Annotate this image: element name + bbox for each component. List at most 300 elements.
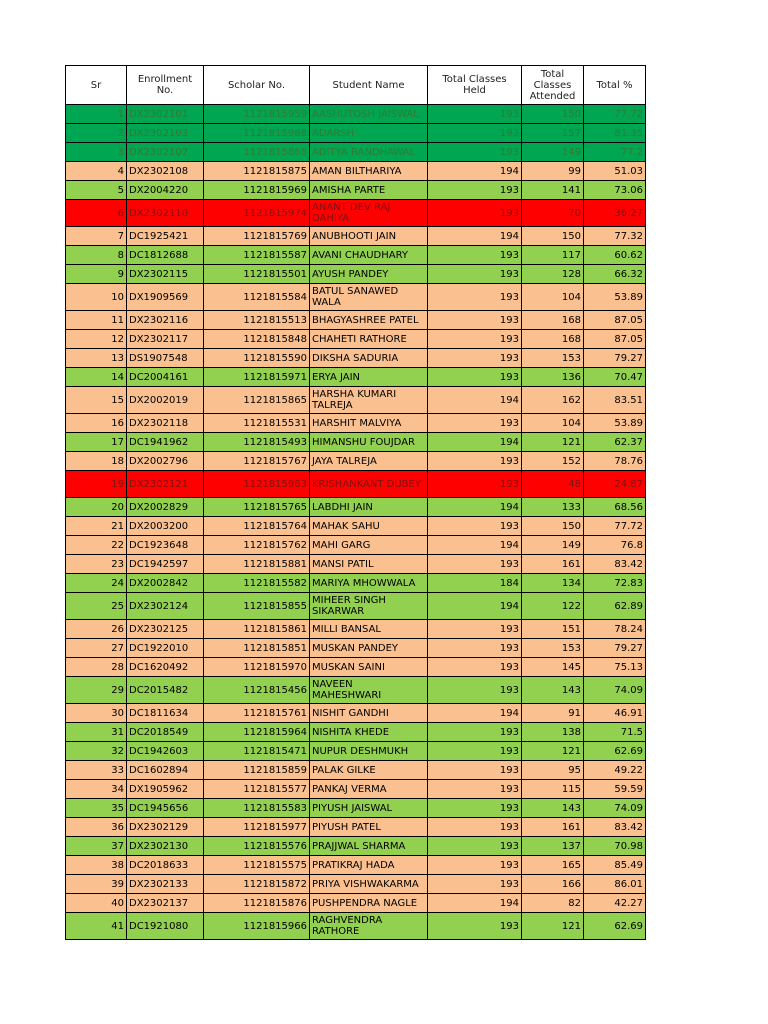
- cell-classes-attended: 128: [522, 265, 584, 284]
- cell-enrollment: DX2302117: [127, 330, 204, 349]
- cell-sr: 14: [66, 368, 127, 387]
- cell-student-name: ADARSH: [310, 124, 428, 143]
- cell-scholar: 1121815764: [204, 517, 310, 536]
- cell-classes-held: 193: [428, 246, 522, 265]
- cell-enrollment: DX2003200: [127, 517, 204, 536]
- cell-classes-attended: 136: [522, 368, 584, 387]
- cell-enrollment: DC1921080: [127, 913, 204, 940]
- cell-classes-held: 193: [428, 856, 522, 875]
- cell-total-percent: 77.32: [584, 227, 646, 246]
- cell-student-name: AMISHA PARTE: [310, 181, 428, 200]
- cell-enrollment: DC1602894: [127, 761, 204, 780]
- cell-scholar: 1121815583: [204, 799, 310, 818]
- table-row: [66, 555, 646, 574]
- cell-enrollment: DX2302125: [127, 620, 204, 639]
- cell-scholar: 1121815471: [204, 742, 310, 761]
- cell-enrollment: DX2302107: [127, 143, 204, 162]
- table-row: [66, 368, 646, 387]
- cell-enrollment: DX2004220: [127, 181, 204, 200]
- cell-classes-attended: 151: [522, 620, 584, 639]
- cell-sr: 7: [66, 227, 127, 246]
- cell-classes-held: 193: [428, 913, 522, 940]
- cell-scholar: 1121815964: [204, 723, 310, 742]
- cell-total-percent: 77.72: [584, 517, 646, 536]
- cell-total-percent: 59.59: [584, 780, 646, 799]
- cell-total-percent: 70.47: [584, 368, 646, 387]
- cell-enrollment: DX2302121: [127, 471, 204, 498]
- cell-total-percent: 51.03: [584, 162, 646, 181]
- cell-total-percent: 71.5: [584, 723, 646, 742]
- cell-student-name: HARSHA KUMARI TALREJA: [310, 387, 428, 414]
- cell-classes-held: 193: [428, 620, 522, 639]
- cell-sr: 34: [66, 780, 127, 799]
- cell-total-percent: 77.72: [584, 105, 646, 124]
- cell-classes-attended: 152: [522, 452, 584, 471]
- cell-student-name: NAVEEN MAHESHWARI: [310, 677, 428, 704]
- cell-student-name: MARIYA MHOWWALA: [310, 574, 428, 593]
- table-row: [66, 574, 646, 593]
- cell-student-name: HARSHIT MALVIYA: [310, 414, 428, 433]
- cell-scholar: 1121815587: [204, 246, 310, 265]
- cell-total-percent: 62.37: [584, 433, 646, 452]
- cell-scholar: 1121815590: [204, 349, 310, 368]
- cell-sr: 10: [66, 284, 127, 311]
- cell-scholar: 1121815769: [204, 227, 310, 246]
- cell-enrollment: DX2002842: [127, 574, 204, 593]
- cell-scholar: 1121815531: [204, 414, 310, 433]
- cell-total-percent: 74.09: [584, 677, 646, 704]
- header-sr: Sr: [66, 66, 127, 105]
- cell-classes-held: 193: [428, 284, 522, 311]
- cell-scholar: 1121815855: [204, 593, 310, 620]
- cell-student-name: ERYA JAIN: [310, 368, 428, 387]
- cell-scholar: 1121815848: [204, 330, 310, 349]
- cell-total-percent: 87.05: [584, 311, 646, 330]
- cell-enrollment: DC1923648: [127, 536, 204, 555]
- cell-total-percent: 53.89: [584, 284, 646, 311]
- cell-classes-attended: 153: [522, 349, 584, 368]
- cell-sr: 36: [66, 818, 127, 837]
- cell-scholar: 1121815767: [204, 452, 310, 471]
- cell-classes-attended: 165: [522, 856, 584, 875]
- table-row: [66, 311, 646, 330]
- table-row: [66, 856, 646, 875]
- cell-classes-attended: 138: [522, 723, 584, 742]
- table-row: [66, 162, 646, 181]
- cell-student-name: ADITYA RANDHAWAL: [310, 143, 428, 162]
- cell-scholar: 1121815872: [204, 875, 310, 894]
- cell-student-name: HIMANSHU FOUJDAR: [310, 433, 428, 452]
- cell-student-name: BHAGYASHREE PATEL: [310, 311, 428, 330]
- cell-sr: 4: [66, 162, 127, 181]
- cell-classes-held: 193: [428, 639, 522, 658]
- cell-classes-attended: 133: [522, 498, 584, 517]
- cell-sr: 15: [66, 387, 127, 414]
- table-row: [66, 349, 646, 368]
- cell-classes-attended: 157: [522, 124, 584, 143]
- cell-student-name: ANUBHOOTI JAIN: [310, 227, 428, 246]
- cell-sr: 39: [66, 875, 127, 894]
- table-row: [66, 761, 646, 780]
- cell-total-percent: 81.35: [584, 124, 646, 143]
- cell-total-percent: 76.8: [584, 536, 646, 555]
- cell-enrollment: DX2302130: [127, 837, 204, 856]
- cell-classes-attended: 95: [522, 761, 584, 780]
- cell-classes-attended: 121: [522, 433, 584, 452]
- table-row: [66, 265, 646, 284]
- cell-classes-attended: 166: [522, 875, 584, 894]
- cell-sr: 32: [66, 742, 127, 761]
- cell-sr: 18: [66, 452, 127, 471]
- cell-student-name: PIYUSH JAISWAL: [310, 799, 428, 818]
- cell-scholar: 1121815969: [204, 181, 310, 200]
- cell-scholar: 1121815875: [204, 162, 310, 181]
- cell-classes-attended: 149: [522, 143, 584, 162]
- table-row: [66, 498, 646, 517]
- cell-classes-attended: 141: [522, 181, 584, 200]
- table-row: [66, 143, 646, 162]
- cell-scholar: 1121815881: [204, 555, 310, 574]
- cell-classes-held: 193: [428, 677, 522, 704]
- table-row: [66, 723, 646, 742]
- cell-classes-held: 194: [428, 387, 522, 414]
- cell-enrollment: DC1620492: [127, 658, 204, 677]
- cell-student-name: ANANT DEV RAJ DAHIYA: [310, 200, 428, 227]
- cell-total-percent: 70.98: [584, 837, 646, 856]
- cell-total-percent: 53.89: [584, 414, 646, 433]
- cell-total-percent: 66.32: [584, 265, 646, 284]
- cell-classes-attended: 82: [522, 894, 584, 913]
- cell-student-name: AASHUTOSH JAISWAL: [310, 105, 428, 124]
- cell-sr: 35: [66, 799, 127, 818]
- cell-total-percent: 49.22: [584, 761, 646, 780]
- cell-student-name: DIKSHA SADURIA: [310, 349, 428, 368]
- cell-total-percent: 77.2: [584, 143, 646, 162]
- cell-student-name: MUSKAN PANDEY: [310, 639, 428, 658]
- cell-scholar: 1121815970: [204, 658, 310, 677]
- cell-classes-held: 193: [428, 200, 522, 227]
- table-row: [66, 639, 646, 658]
- table-row: [66, 620, 646, 639]
- cell-scholar: 1121815876: [204, 894, 310, 913]
- cell-student-name: NISHIT GANDHI: [310, 704, 428, 723]
- cell-classes-held: 193: [428, 780, 522, 799]
- cell-enrollment: DX2302110: [127, 200, 204, 227]
- cell-classes-held: 193: [428, 265, 522, 284]
- cell-student-name: CHAHETI RATHORE: [310, 330, 428, 349]
- cell-enrollment: DC1942603: [127, 742, 204, 761]
- cell-classes-held: 193: [428, 742, 522, 761]
- cell-total-percent: 60.62: [584, 246, 646, 265]
- cell-sr: 8: [66, 246, 127, 265]
- table-row: [66, 742, 646, 761]
- cell-enrollment: DC1945656: [127, 799, 204, 818]
- cell-classes-attended: 153: [522, 639, 584, 658]
- cell-sr: 29: [66, 677, 127, 704]
- cell-student-name: JAYA TALREJA: [310, 452, 428, 471]
- cell-enrollment: DX2302124: [127, 593, 204, 620]
- cell-scholar: 1121815765: [204, 498, 310, 517]
- cell-classes-held: 193: [428, 105, 522, 124]
- cell-sr: 38: [66, 856, 127, 875]
- cell-total-percent: 83.51: [584, 387, 646, 414]
- cell-scholar: 1121815865: [204, 387, 310, 414]
- table-row: [66, 200, 646, 227]
- cell-student-name: MAHAK SAHU: [310, 517, 428, 536]
- cell-classes-attended: 168: [522, 330, 584, 349]
- table-row: [66, 894, 646, 913]
- cell-scholar: 1121815575: [204, 856, 310, 875]
- table-row: [66, 246, 646, 265]
- cell-classes-attended: 134: [522, 574, 584, 593]
- cell-total-percent: 46.91: [584, 704, 646, 723]
- header-total-percent: Total %: [584, 66, 646, 105]
- cell-total-percent: 78.76: [584, 452, 646, 471]
- cell-student-name: MUSKAN SAINI: [310, 658, 428, 677]
- cell-scholar: 1121815501: [204, 265, 310, 284]
- cell-classes-held: 194: [428, 593, 522, 620]
- cell-scholar: 1121815966: [204, 913, 310, 940]
- cell-student-name: PRIYA VISHWAKARMA: [310, 875, 428, 894]
- cell-scholar: 1121815513: [204, 311, 310, 330]
- cell-total-percent: 42.27: [584, 894, 646, 913]
- table-row: [66, 875, 646, 894]
- cell-classes-held: 193: [428, 517, 522, 536]
- table-row: [66, 452, 646, 471]
- cell-sr: 11: [66, 311, 127, 330]
- cell-classes-held: 194: [428, 894, 522, 913]
- cell-student-name: NISHITA KHEDE: [310, 723, 428, 742]
- cell-classes-held: 193: [428, 452, 522, 471]
- cell-enrollment: DC1811634: [127, 704, 204, 723]
- cell-classes-attended: 161: [522, 555, 584, 574]
- attendance-table: [65, 65, 646, 940]
- cell-scholar: 1121815762: [204, 536, 310, 555]
- cell-classes-held: 194: [428, 536, 522, 555]
- cell-student-name: PRAJJWAL SHARMA: [310, 837, 428, 856]
- cell-enrollment: DC2018549: [127, 723, 204, 742]
- cell-scholar: 1121815851: [204, 639, 310, 658]
- cell-classes-held: 193: [428, 368, 522, 387]
- cell-enrollment: DX1909569: [127, 284, 204, 311]
- cell-sr: 26: [66, 620, 127, 639]
- cell-total-percent: 86.01: [584, 875, 646, 894]
- cell-sr: 24: [66, 574, 127, 593]
- cell-student-name: BATUL SANAWED WALA: [310, 284, 428, 311]
- table-row: [66, 330, 646, 349]
- cell-total-percent: 62.69: [584, 913, 646, 940]
- cell-sr: 25: [66, 593, 127, 620]
- cell-scholar: 1121815761: [204, 704, 310, 723]
- cell-sr: 17: [66, 433, 127, 452]
- table-row: [66, 433, 646, 452]
- cell-classes-attended: 121: [522, 742, 584, 761]
- table-row: [66, 704, 646, 723]
- cell-enrollment: DX2002019: [127, 387, 204, 414]
- table-row: [66, 593, 646, 620]
- cell-enrollment: DX2002829: [127, 498, 204, 517]
- cell-classes-held: 184: [428, 574, 522, 593]
- cell-classes-held: 193: [428, 311, 522, 330]
- cell-classes-held: 193: [428, 471, 522, 498]
- cell-sr: 5: [66, 181, 127, 200]
- cell-student-name: PRATIKRAJ HADA: [310, 856, 428, 875]
- cell-student-name: MIHEER SINGH SIKARWAR: [310, 593, 428, 620]
- table-row: [66, 414, 646, 433]
- cell-classes-held: 193: [428, 414, 522, 433]
- table-row: [66, 181, 646, 200]
- cell-classes-held: 193: [428, 818, 522, 837]
- cell-classes-attended: 70: [522, 200, 584, 227]
- cell-total-percent: 74.09: [584, 799, 646, 818]
- cell-classes-held: 193: [428, 875, 522, 894]
- table-row: [66, 780, 646, 799]
- cell-scholar: 1121815576: [204, 837, 310, 856]
- table-row: [66, 517, 646, 536]
- cell-classes-held: 193: [428, 837, 522, 856]
- table-row: [66, 536, 646, 555]
- cell-sr: 30: [66, 704, 127, 723]
- cell-sr: 33: [66, 761, 127, 780]
- cell-enrollment: DX2302116: [127, 311, 204, 330]
- cell-sr: 9: [66, 265, 127, 284]
- cell-enrollment: DX2002796: [127, 452, 204, 471]
- cell-classes-held: 193: [428, 799, 522, 818]
- cell-classes-held: 194: [428, 162, 522, 181]
- cell-classes-attended: 143: [522, 799, 584, 818]
- cell-total-percent: 83.42: [584, 818, 646, 837]
- cell-total-percent: 73.06: [584, 181, 646, 200]
- cell-total-percent: 62.69: [584, 742, 646, 761]
- cell-total-percent: 79.27: [584, 639, 646, 658]
- cell-classes-attended: 104: [522, 284, 584, 311]
- table-row: [66, 227, 646, 246]
- cell-scholar: 1121815859: [204, 761, 310, 780]
- cell-student-name: PUSHPENDRA NAGLE: [310, 894, 428, 913]
- cell-classes-attended: 99: [522, 162, 584, 181]
- cell-enrollment: DX2302101: [127, 105, 204, 124]
- cell-scholar: 1121815968: [204, 124, 310, 143]
- cell-classes-attended: 115: [522, 780, 584, 799]
- table-row: [66, 105, 646, 124]
- cell-enrollment: DX2302137: [127, 894, 204, 913]
- cell-enrollment: DX2302108: [127, 162, 204, 181]
- cell-classes-attended: 150: [522, 105, 584, 124]
- cell-sr: 22: [66, 536, 127, 555]
- cell-total-percent: 68.56: [584, 498, 646, 517]
- cell-student-name: MILLI BANSAL: [310, 620, 428, 639]
- cell-enrollment: DC2015482: [127, 677, 204, 704]
- cell-classes-attended: 117: [522, 246, 584, 265]
- cell-classes-attended: 48: [522, 471, 584, 498]
- cell-total-percent: 24.87: [584, 471, 646, 498]
- cell-student-name: AMAN BILTHARIYA: [310, 162, 428, 181]
- cell-scholar: 1121815866: [204, 143, 310, 162]
- cell-enrollment: DX2302118: [127, 414, 204, 433]
- cell-enrollment: DC1941962: [127, 433, 204, 452]
- cell-student-name: MAHI GARG: [310, 536, 428, 555]
- cell-sr: 3: [66, 143, 127, 162]
- cell-scholar: 1121815959: [204, 105, 310, 124]
- cell-enrollment: DX2302103: [127, 124, 204, 143]
- cell-total-percent: 62.89: [584, 593, 646, 620]
- cell-sr: 31: [66, 723, 127, 742]
- cell-sr: 37: [66, 837, 127, 856]
- cell-classes-held: 193: [428, 555, 522, 574]
- cell-sr: 12: [66, 330, 127, 349]
- header-classes-attended: Total Classes Attended: [522, 66, 584, 105]
- cell-sr: 23: [66, 555, 127, 574]
- cell-classes-attended: 121: [522, 913, 584, 940]
- table-row: [66, 677, 646, 704]
- cell-student-name: NUPUR DESHMUKH: [310, 742, 428, 761]
- cell-total-percent: 72.83: [584, 574, 646, 593]
- cell-classes-attended: 145: [522, 658, 584, 677]
- cell-sr: 20: [66, 498, 127, 517]
- cell-sr: 2: [66, 124, 127, 143]
- cell-student-name: PIYUSH PATEL: [310, 818, 428, 837]
- cell-classes-attended: 122: [522, 593, 584, 620]
- cell-classes-held: 193: [428, 124, 522, 143]
- cell-sr: 16: [66, 414, 127, 433]
- cell-total-percent: 75.13: [584, 658, 646, 677]
- cell-classes-held: 193: [428, 761, 522, 780]
- cell-classes-held: 194: [428, 433, 522, 452]
- cell-classes-attended: 137: [522, 837, 584, 856]
- table-row: [66, 818, 646, 837]
- table-row: [66, 799, 646, 818]
- cell-classes-held: 194: [428, 498, 522, 517]
- cell-student-name: MANSI PATIL: [310, 555, 428, 574]
- cell-student-name: KRISHANKANT DUBEY: [310, 471, 428, 498]
- cell-scholar: 1121815493: [204, 433, 310, 452]
- cell-total-percent: 36.27: [584, 200, 646, 227]
- cell-classes-attended: 104: [522, 414, 584, 433]
- cell-scholar: 1121815974: [204, 200, 310, 227]
- cell-sr: 40: [66, 894, 127, 913]
- cell-enrollment: DC1922010: [127, 639, 204, 658]
- cell-sr: 41: [66, 913, 127, 940]
- cell-student-name: RAGHVENDRA RATHORE: [310, 913, 428, 940]
- table-row: [66, 837, 646, 856]
- cell-classes-held: 193: [428, 181, 522, 200]
- header-scholar: Scholar No.: [204, 66, 310, 105]
- cell-classes-held: 193: [428, 658, 522, 677]
- cell-student-name: AYUSH PANDEY: [310, 265, 428, 284]
- cell-classes-held: 193: [428, 349, 522, 368]
- table-row: [66, 387, 646, 414]
- cell-total-percent: 78.24: [584, 620, 646, 639]
- cell-total-percent: 87.05: [584, 330, 646, 349]
- cell-classes-held: 193: [428, 143, 522, 162]
- cell-classes-attended: 143: [522, 677, 584, 704]
- cell-sr: 1: [66, 105, 127, 124]
- cell-enrollment: DC1925421: [127, 227, 204, 246]
- cell-classes-attended: 91: [522, 704, 584, 723]
- cell-classes-held: 194: [428, 227, 522, 246]
- table-body: [66, 105, 646, 940]
- header-classes-held: Total Classes Held: [428, 66, 522, 105]
- cell-sr: 19: [66, 471, 127, 498]
- cell-sr: 27: [66, 639, 127, 658]
- cell-classes-attended: 149: [522, 536, 584, 555]
- cell-sr: 28: [66, 658, 127, 677]
- cell-enrollment: DS1907548: [127, 349, 204, 368]
- cell-sr: 21: [66, 517, 127, 536]
- cell-student-name: LABDHI JAIN: [310, 498, 428, 517]
- cell-enrollment: DC2018633: [127, 856, 204, 875]
- cell-total-percent: 85.49: [584, 856, 646, 875]
